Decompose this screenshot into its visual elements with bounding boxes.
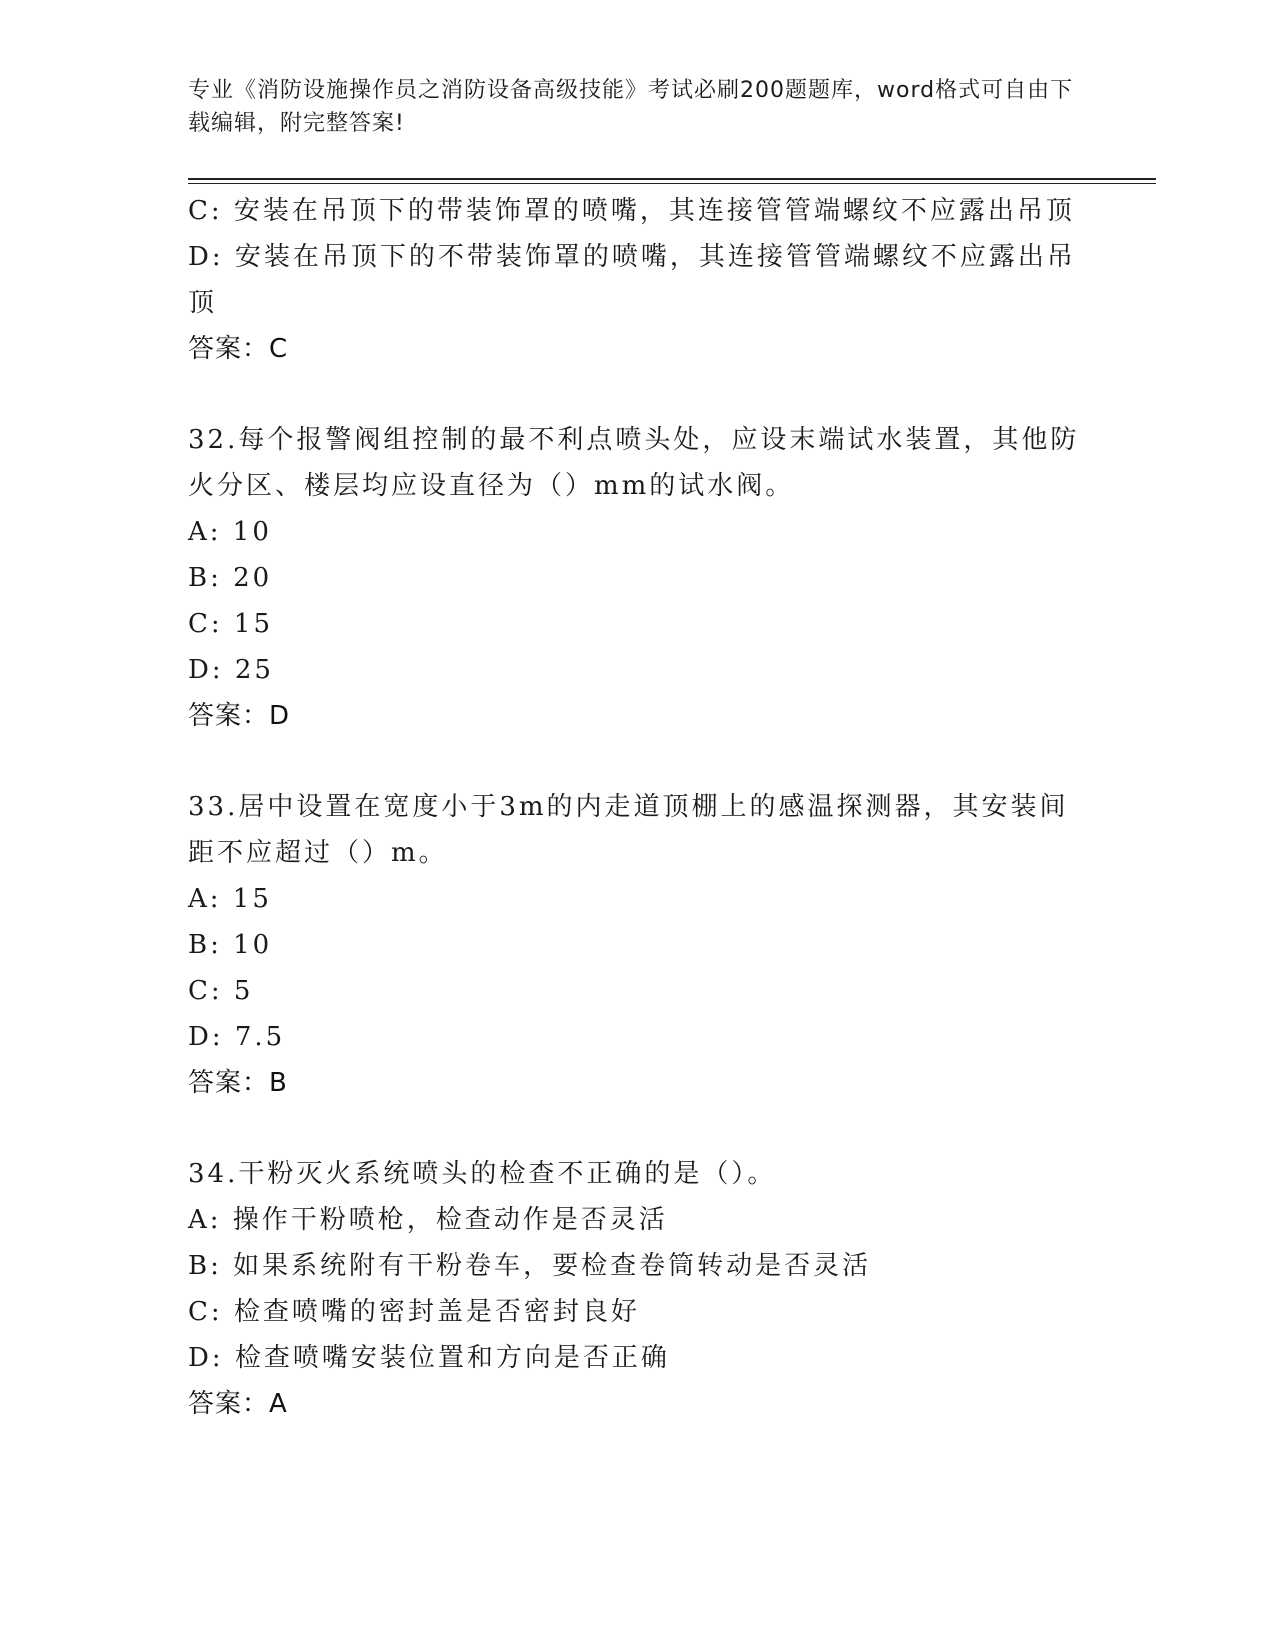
option-d: D: 25 <box>188 655 274 685</box>
question-spacer <box>188 739 1088 784</box>
question-33 <box>188 784 1088 1106</box>
question-list <box>188 188 1088 1427</box>
option-b: B: 10 <box>188 930 273 960</box>
question-31 <box>188 188 1088 372</box>
question-stem: 33.居中设置在宽度小于3m的内走道顶棚上的感温探测器，其安装间 <box>188 792 1069 822</box>
option-c: C: 检查喷嘴的密封盖是否密封良好 <box>188 1297 640 1327</box>
option-b: B: 20 <box>188 563 273 593</box>
answer-line: 答案：B <box>188 1068 288 1098</box>
question-stem: 34.干粉灭火系统喷头的检查不正确的是（）。 <box>188 1159 777 1189</box>
option-d: D: 安装在吊顶下的不带装饰罩的喷嘴，其连接管管端螺纹不应露出吊 <box>188 242 1076 272</box>
option-a: A: 10 <box>188 517 272 547</box>
question-32 <box>188 417 1088 739</box>
question-spacer <box>188 1106 1088 1151</box>
option-a: A: 操作干粉喷枪，检查动作是否灵活 <box>188 1205 668 1235</box>
option-d: D: 检查喷嘴安装位置和方向是否正确 <box>188 1343 670 1373</box>
document-header-title: 专业《消防设施操作员之消防设备高级技能》考试必刷200题题库，word格式可自由下载编辑，附完整答案! <box>188 78 1074 136</box>
question-spacer <box>188 372 1088 417</box>
header-divider-thick <box>188 178 1156 180</box>
question-stem-continued: 距不应超过（）m。 <box>188 838 448 868</box>
option-c: C: 15 <box>188 609 274 639</box>
answer-line: 答案：D <box>188 701 291 731</box>
question-stem: 32.每个报警阀组控制的最不利点喷头处，应设末端试水装置，其他防 <box>188 425 1080 455</box>
option-c: C: 安装在吊顶下的带装饰罩的喷嘴，其连接管管端螺纹不应露出吊顶 <box>188 196 1075 226</box>
header-divider-thin <box>188 183 1156 184</box>
option-a: A: 15 <box>188 884 272 914</box>
answer-line: 答案：C <box>188 334 289 364</box>
option-d: D: 7.5 <box>188 1022 286 1052</box>
answer-line: 答案：A <box>188 1389 288 1419</box>
option-b: B: 如果系统附有干粉卷车，要检查卷筒转动是否灵活 <box>188 1251 872 1281</box>
option-d-continued: 顶 <box>188 288 218 318</box>
option-c: C: 5 <box>188 976 254 1006</box>
question-34 <box>188 1151 1088 1427</box>
question-stem-continued: 火分区、楼层均应设直径为（）mm的试水阀。 <box>188 471 795 501</box>
